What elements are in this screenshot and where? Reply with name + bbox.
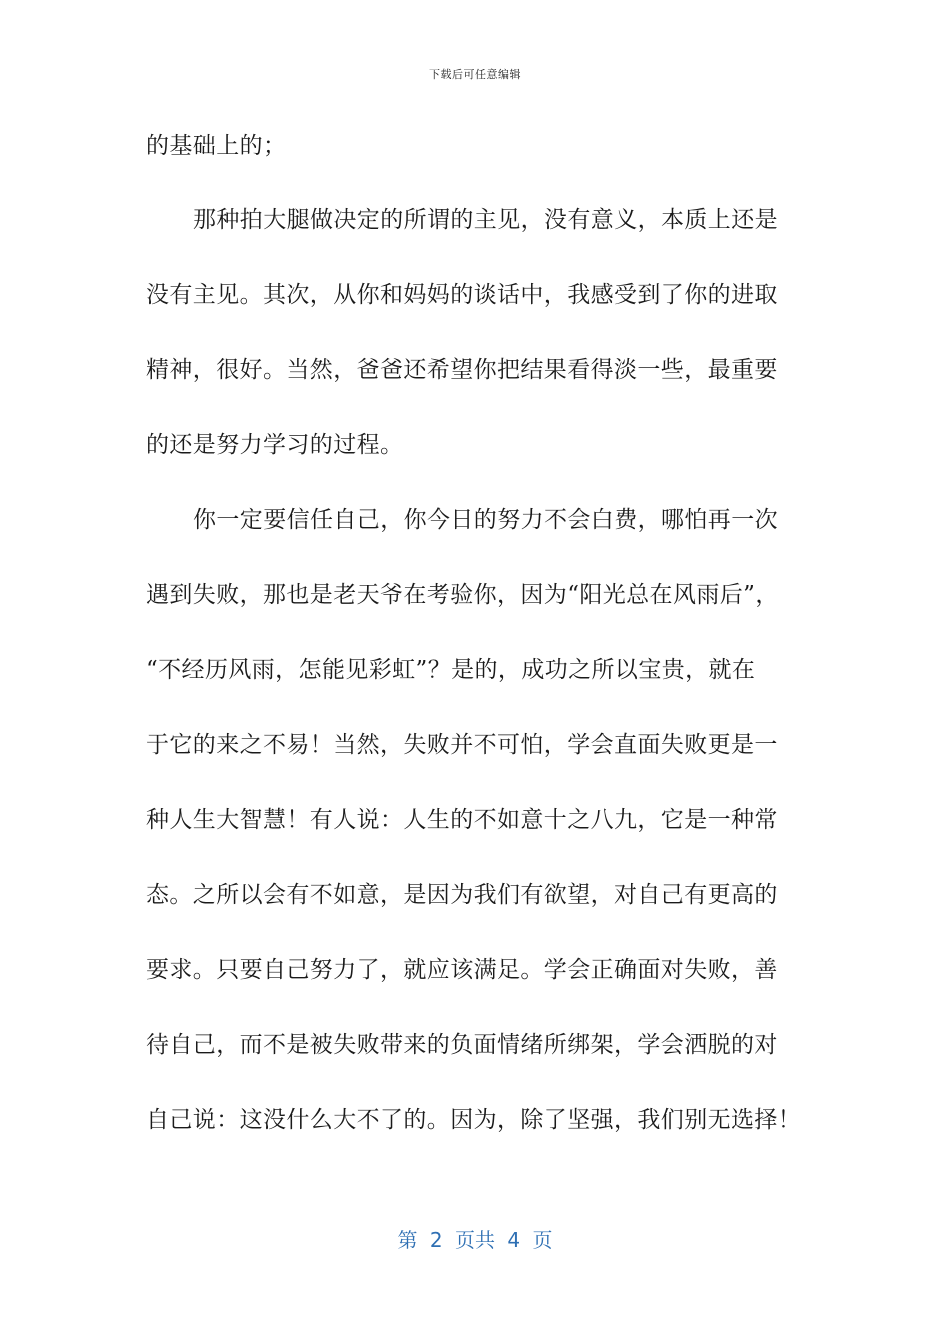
total-page-count: 4 <box>507 1228 521 1252</box>
text-line: 遇到失败，那也是老天爷在考验你，因为“阳光总在风雨后”， <box>146 582 779 608</box>
paragraph-first-line: 你一定要信任自己，你今日的努力不会白费，哪怕再一次 <box>193 507 778 533</box>
current-page-number: 2 <box>429 1228 443 1252</box>
page-header: 下载后可任意编辑 <box>429 68 521 81</box>
text-line: 的基础上的； <box>146 133 287 159</box>
text-line: 态。之所以会有不如意，是因为我们有欲望，对自己有更高的 <box>146 882 778 908</box>
text-line: “不经历风雨，怎能见彩虹”？是的，成功之所以宝贵，就在 <box>146 657 756 683</box>
text-line: 没有主见。其次，从你和妈妈的谈话中，我感受到了你的进取 <box>146 282 778 308</box>
text-line: 于它的来之不易！当然，失败并不可怕，学会直面失败更是一 <box>146 732 778 758</box>
text-line: 的还是努力学习的过程。 <box>146 432 404 458</box>
text-line: 待自己，而不是被失败带来的负面情绪所绑架，学会洒脱的对 <box>146 1032 778 1058</box>
page-footer <box>0 1224 950 1253</box>
footer-suffix: 页 <box>532 1228 553 1252</box>
paragraph-first-line: 那种拍大腿做决定的所谓的主见，没有意义，本质上还是 <box>193 207 778 233</box>
text-line: 要求。只要自己努力了，就应该满足。学会正确面对失败，善 <box>146 957 778 983</box>
text-line: 自己说：这没什么大不了的。因为，除了坚强，我们别无选择！ <box>146 1107 802 1133</box>
text-line: 精神，很好。当然，爸爸还希望你把结果看得淡一些，最重要 <box>146 357 778 383</box>
footer-prefix: 第 <box>397 1228 418 1252</box>
footer-middle: 页共 <box>455 1228 495 1252</box>
text-line: 种人生大智慧！有人说：人生的不如意十之八九，它是一种常 <box>146 807 778 833</box>
